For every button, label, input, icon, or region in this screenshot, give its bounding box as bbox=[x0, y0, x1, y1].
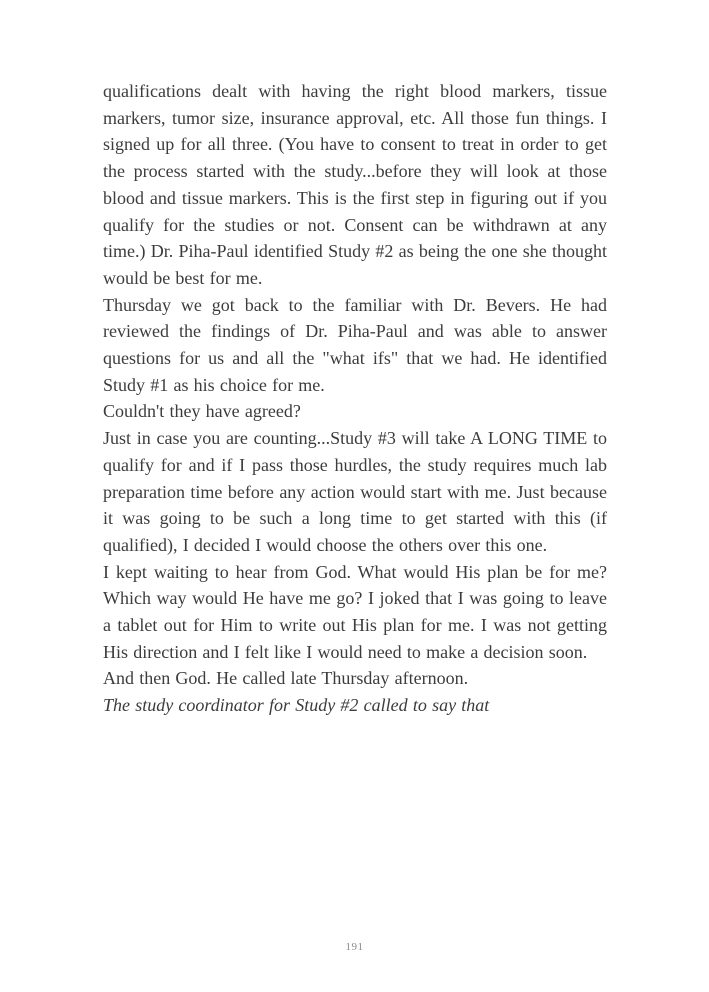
paragraph: Couldn't they have agreed? bbox=[103, 401, 301, 422]
paragraph: Just in case you are counting...Study #3 will take A LONG TIME to qualify for and if I pass those hurdles, the study requires much lab preparation time before any action would start with me. Just because it was going to be such a long time to get started with this (if qualified), I decided I would choose the others over this one. bbox=[103, 428, 607, 555]
paragraph: qualifications dealt with having the right blood markers, tissue markers, tumor size, insurance approval, etc. All those fun things. I signed up for all three. (You have to consent to treat in order to get the process started with the study...before they will look at those blood and tissue markers. This is the first step in figuring out if you qualify for the studies or not. Consent can be withdrawn at any time.) Dr. Piha-Paul identified Study #2 as being the one she thought would be best for me. bbox=[103, 81, 607, 288]
paragraph: And then God. He called late Thursday afternoon. bbox=[103, 668, 469, 689]
paragraph: I kept waiting to hear from God. What would His plan be for me? Which way would He have me go? I joked that I was going to leave a tablet out for Him to write out His plan for me. I was not getting His direction and I felt like I would need to make a decision soon. bbox=[103, 561, 607, 662]
paragraph: The study coordinator for Study #2 called to say that bbox=[103, 695, 490, 716]
page-number: 191 bbox=[345, 941, 364, 953]
page-text bbox=[103, 78, 607, 719]
paragraph: Thursday we got back to the familiar with Dr. Bevers. He had reviewed the findings of Dr. Piha-Paul and was able to answer questions for us and all the "what ifs" that we had. He identified Study #1 as his choice for me. bbox=[103, 294, 607, 395]
